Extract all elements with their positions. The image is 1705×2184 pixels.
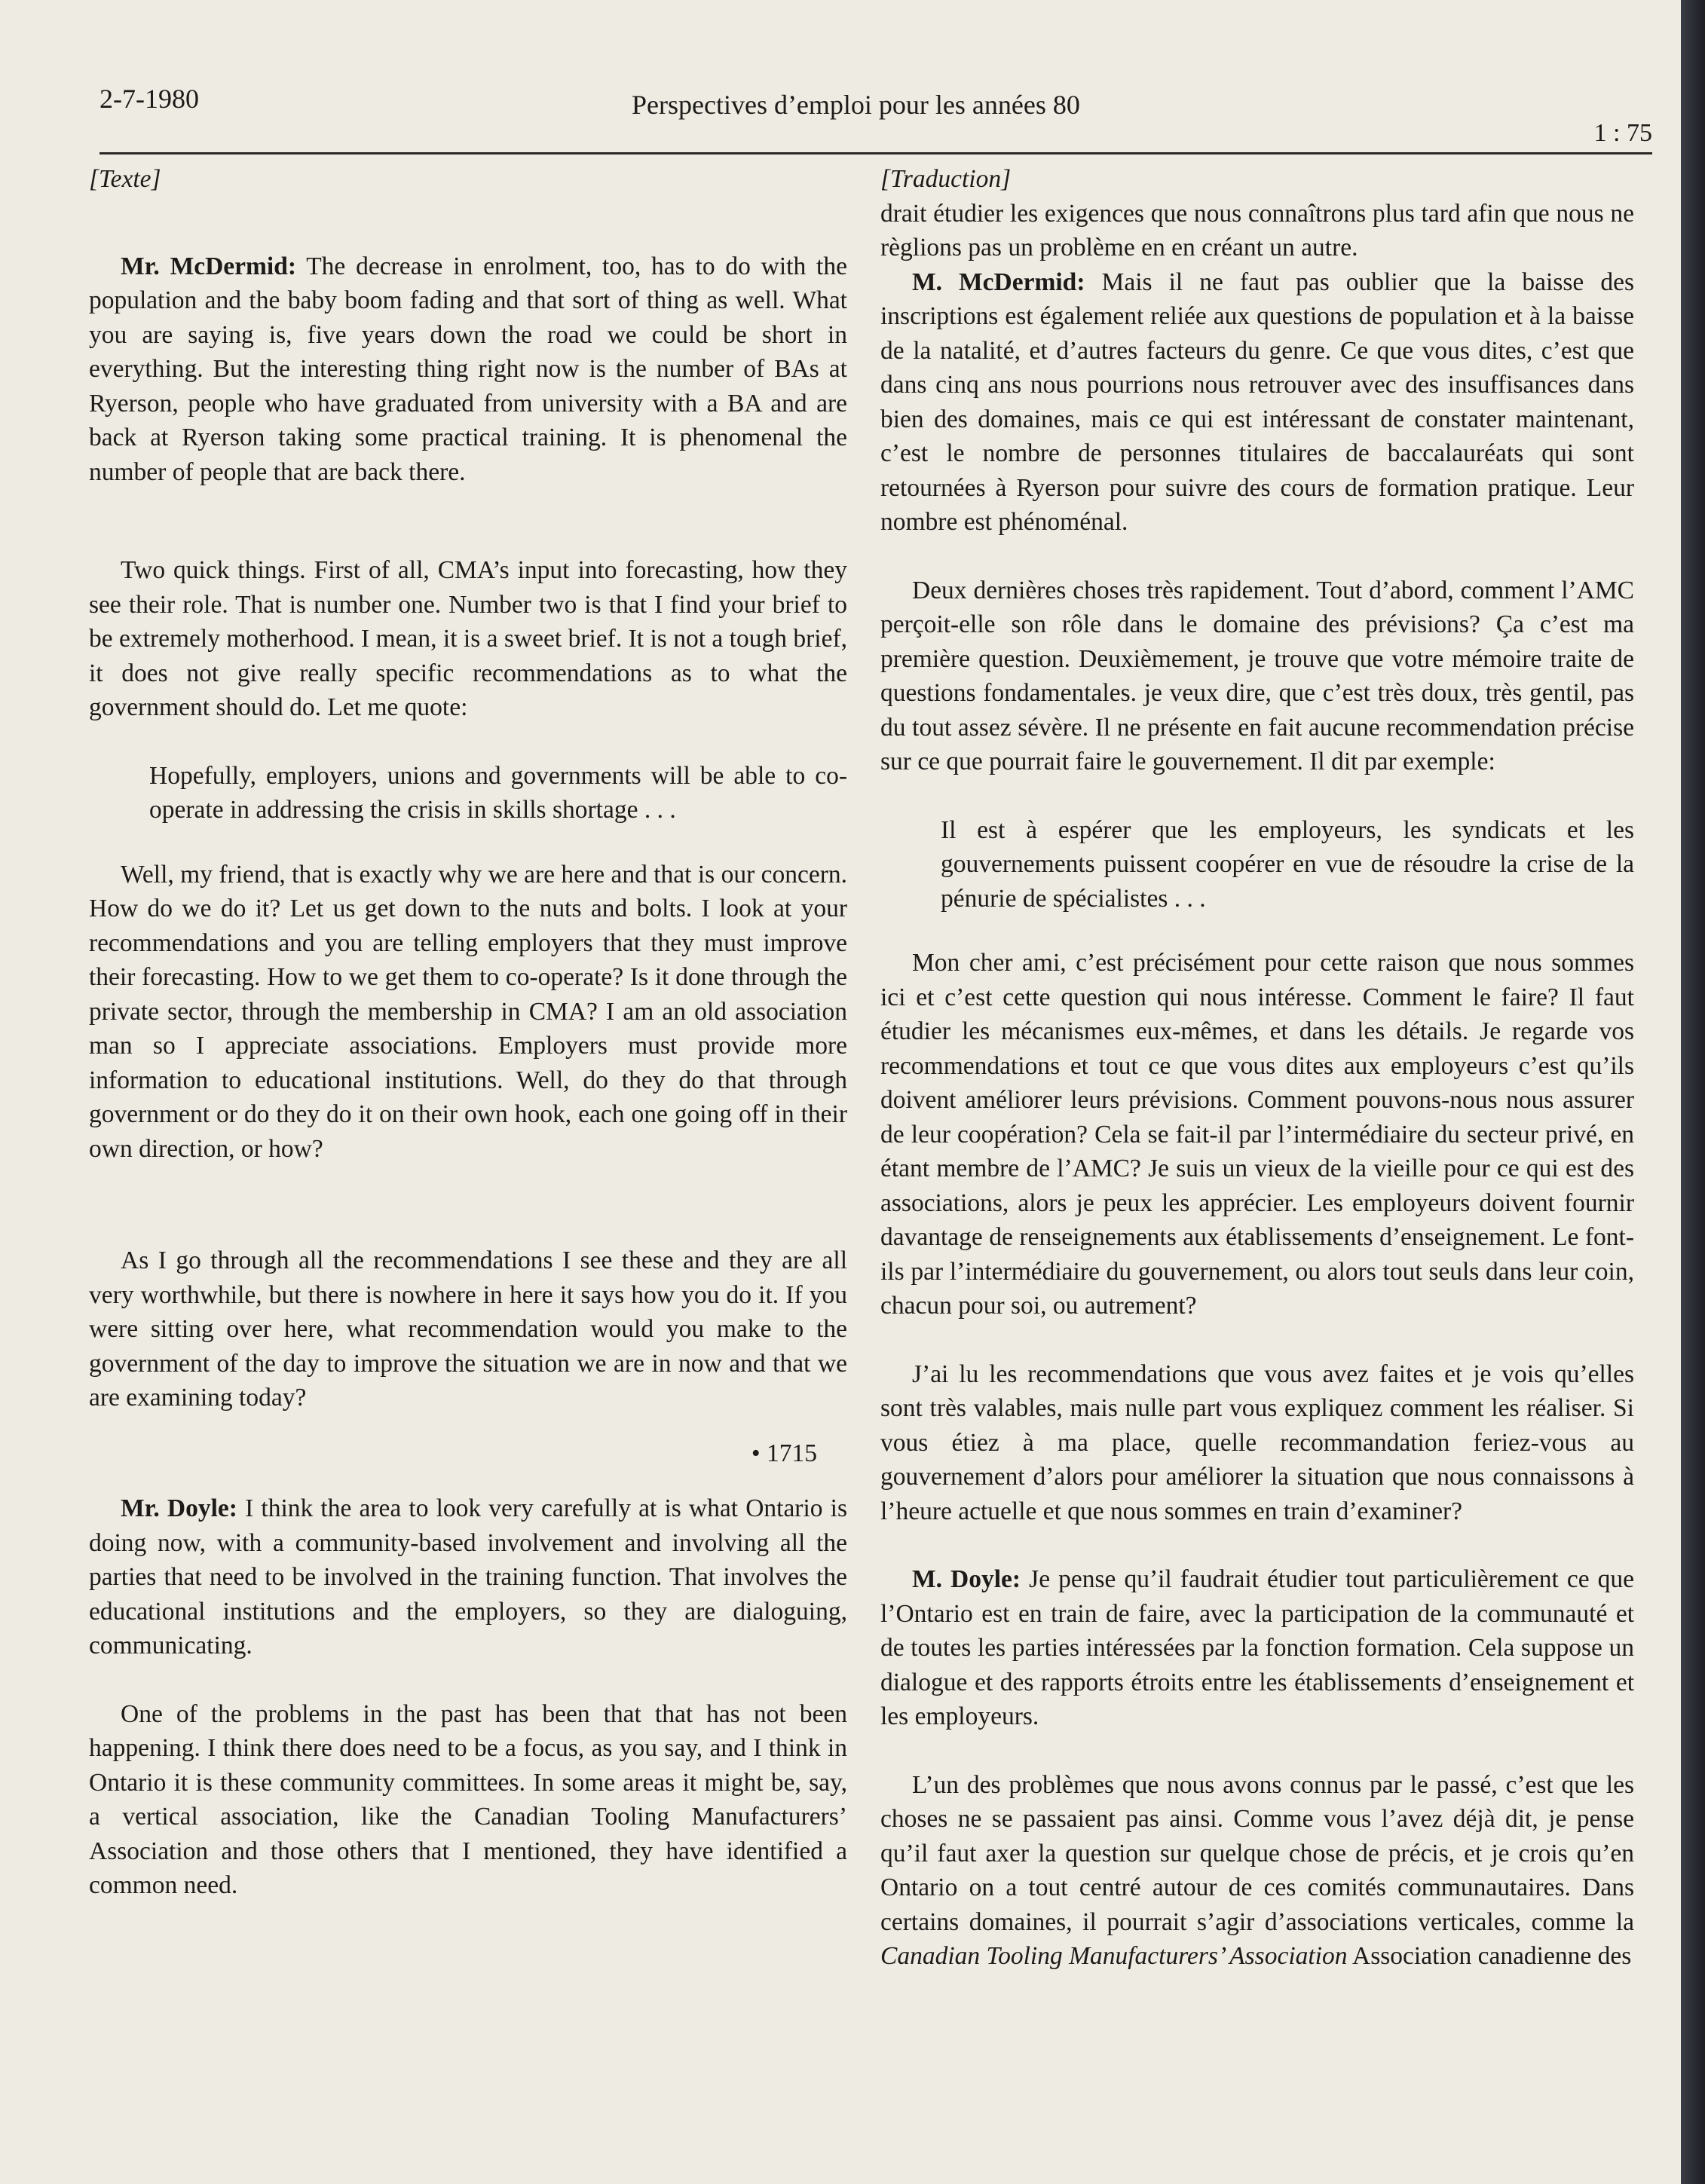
paragraph: Well, my friend, that is exactly why we are here and that is our concern. How do we do it? Let us get down to the nuts and bolts. I look at your recommendations and you are telling employers that they must improve their forecasting. How to we get them to co-operate? Is it done through the private sector, through the membership in CMA? I am an old association man so I appreciate associations. Employers must provide more information to educational institutions. Well, do they do that through government or do they do it on their own hook, each one going off in their own direction, or how? [89, 860, 847, 1163]
block-quote: Hopefully, employers, unions and governments will be able to co-operate in addressing the crisis in skills shortage . . . [149, 761, 847, 824]
page-header [99, 83, 1652, 147]
paragraph: Deux dernières choses très rapidement. Tout d’abord, comment l’AMC perçoit-elle son rôle dans le domaine des prévisions? Ça c’est ma première question. Deuxièmement, je trouve que votre mémoire traite de questions fondamentales. je veux dire, que c’est très doux, très gentil, pas du tout assez sévère. Il ne présente en fait aucune recommendation précise sur ce que pourrait faire le gouvernement. Il dit par exemple: [880, 576, 1634, 775]
speaker-name: M. Doyle: [912, 1565, 1021, 1593]
association-name: Canadian Tooling Manufacturers’ Association [880, 1942, 1348, 1970]
speech-text: Association canadienne des [1347, 1942, 1632, 1970]
paragraph: One of the problems in the past has been that that has not been happening. I think there does need to be a focus, as you say, and I think in Ontario it is these community committees. In some areas it might be, say, a vertical association, like the Canadian Tooling Manufacturers’ Association and those others that I mentioned, they have identified a common need. [89, 1699, 847, 1899]
speaker-name: M. McDermid: [912, 268, 1085, 296]
english-column [89, 162, 847, 1937]
speaker-name: Mr. McDermid: [121, 252, 297, 280]
speech-text: Mais il ne faut pas oublier que la baisse des inscriptions est également reliée aux questions de population et à la baisse de la natalité, et d’autres facteurs du genre. Ce que vous dites, c’est que dans cinq ans nous pourrions nous retrouver avec des insuffisances dans bien des domaines, mais ce qui est intéressant de constater maintenant, c’est le nombre de personnes titulaires de baccalauréats qui sont retournées à Ryerson pour suivre des cours de formation pratique. Leur nombre est phénoménal. [880, 268, 1634, 536]
paragraph [89, 1491, 847, 1663]
paragraph: Two quick things. First of all, CMA’s input into forecasting, how they see their role. That is number one. Number two is that I find your brief to be extremely motherhood. I mean, it is a sweet brief. It is not a tough brief, it does not give really specific recommendations as to what the government should do. Let me quote: [89, 556, 847, 721]
page-number: 1 : 75 [1593, 119, 1652, 147]
paragraph: As I go through all the recommendations I see these and they are all very worthwhile, but there is nowhere in here it says how you do it. If you were sitting over here, what recommendation would you make to the government of the day to improve the situation we are in now and that we are examining today? [89, 1246, 847, 1412]
speaker-name: Mr. Doyle: [121, 1494, 237, 1522]
column-label: [Texte] [89, 165, 161, 193]
speech-text: The decrease in enrolment, too, has to do with the population and the baby boom fading and that sort of thing as well. What you are saying is, five years down the road we could be short in everything. But the interesting thing right now is the number of BAs at Ryerson, people who have graduated from university with a BA and are back at Ryerson taking some practical training. It is phenomenal the number of people that are back there. [89, 252, 847, 486]
paragraph [880, 1768, 1634, 1974]
header-date: 2-7-1980 [99, 84, 199, 114]
speech-text: Je pense qu’il faudrait étudier tout particulièrement ce que l’Ontario est en train de faire, avec la participation de la communauté et de toutes les parties intéressées par la fonction formation. Cela suppose un dialogue et des rapports étroits entre les établissements d’enseignement et les employeurs. [880, 1565, 1634, 1730]
speech-text: I think the area to look very carefully at is what Ontario is doing now, with a community-based involvement and involving all the parties that need to be involved in the training function. That involves the educational institutions and the employers, so they are dialoguing, communicating. [89, 1494, 848, 1659]
block-quote: Il est à espérer que les employeurs, les syndicats et les gouvernements puissent coopérer en vue de résoudre la crise de la pénurie de spécialistes . . . [941, 815, 1634, 913]
binding-edge [1681, 0, 1705, 2184]
paragraph: J’ai lu les recommendations que vous avez faites et je vois qu’elles sont très valables, mais nulle part vous expliquez comment les réaliser. Si vous étiez à ma place, quelle recommandation feriez-vous au gouvernement d’alors pour améliorer la situation que nous connaissons à l’heure actuelle et que nous sommes en train d’examiner? [880, 1360, 1634, 1525]
paragraph [880, 265, 1634, 540]
time-marker: • 1715 [751, 1439, 817, 1467]
speech-text: L’un des problèmes que nous avons connus par le passé, c’est que les choses ne se passaient pas ainsi. Comme vous l’avez déjà dit, je pense qu’il faut axer la question sur quelque chose de précis, et je crois qu’en Ontario on a tout centré autour de ces comités communautaires. Dans certains domaines, il pourrait s’agir d’associations verticales, comme la [880, 1770, 1634, 1936]
paragraph: Mon cher ami, c’est précisément pour cette raison que nous sommes ici et c’est cette question qui nous intéresse. Comment le faire? Il faut étudier les mécanismes eux-mêmes, et dans les détails. Je regarde vos recommendations et tout ce que vous dites aux employeurs c’est qu’ils doivent améliorer leurs prévisions. Comment pouvons-nous nous assurer de leur coopération? Cela se fait-il par l’intermédiaire du secteur privé, en étant membre de l’AMC? Je suis un vieux de la vieille pour ce qui est des associations, alors je peux les apprécier. Les employeurs doivent fournir davantage de renseignements aux établissements d’enseignement. Le font-ils par l’intermédiaire du gouvernement, ou alors tout seuls dans leur coin, chacun pour soi, ou autrement? [880, 949, 1634, 1320]
paragraph [89, 249, 847, 490]
header-rule [99, 152, 1652, 154]
header-title: Perspectives d’emploi pour les années 80 [632, 90, 1080, 120]
paragraph: drait étudier les exigences que nous connaîtrons plus tard afin que nous ne règlions pas un problème en en créant un autre. [880, 199, 1634, 262]
paragraph [880, 1562, 1634, 1734]
column-label: [Traduction] [880, 165, 1012, 193]
french-column [880, 162, 1634, 2008]
